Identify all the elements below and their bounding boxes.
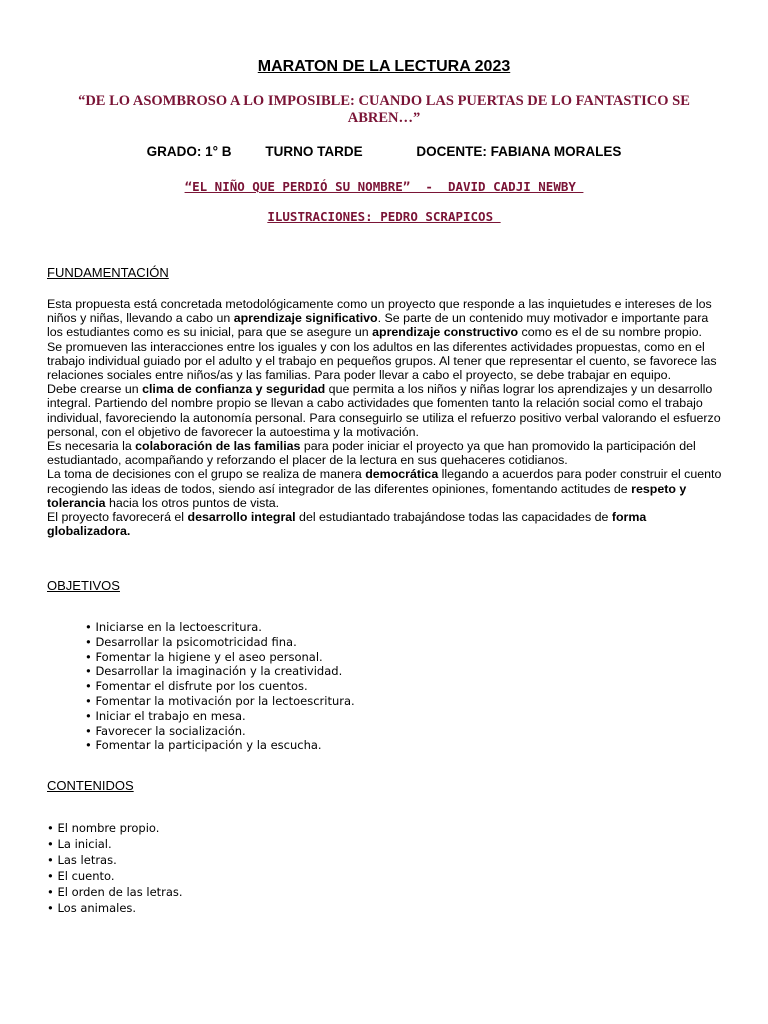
list-item: • Las letras. (47, 852, 183, 868)
book-line (0, 178, 768, 196)
list-item: • Fomentar la participación y la escucha. (85, 738, 355, 753)
list-item: • El nombre propio. (47, 820, 183, 836)
paragraph: Debe crearse un clima de confianza y seguridad que permita a los niños y niñas lograr los aprendizajes y un desarrollo integral. Partiendo del nombre propio se llevan a cabo actividades que fomenten tanto la relación social como el trabajo individual, favoreciendo la autonomía personal. Para conseguirlo se utiliza el refuerzo positivo verbal valorando el esfuerzo personal, con el objetivo de favorecer la autoestima y la motivación. (47, 382, 721, 439)
fundamentacion-heading: FUNDAMENTACIÓN (47, 265, 169, 280)
list-item: • Iniciar el trabajo en mesa. (85, 709, 355, 724)
book-title: “EL NIÑO QUE PERDIÓ SU NOMBRE” - DAVID CADJI NEWBY (184, 179, 584, 194)
document-subtitle: “DE LO ASOMBROSO A LO IMPOSIBLE: CUANDO LAS PUERTAS DE LO FANTASTICO SE ABREN…” (78, 93, 690, 126)
paragraph: La toma de decisiones con el grupo se realiza de manera democrática llegando a acuerdos para poder construir el cuento recogiendo las ideas de todos, siendo así integrador de las diferentes opiniones, fomentando actitudes de respeto y tolerancia hacia los otros puntos de vista. (47, 467, 722, 510)
paragraph: El proyecto favorecerá el desarrollo integral del estudiantado trabajándose todas las capacidades de forma globalizadora. (47, 510, 647, 539)
shift-label: TURNO TARDE (265, 144, 363, 159)
list-item: • Desarrollar la psicomotricidad fina. (85, 635, 355, 650)
list-item: • Fomentar la motivación por la lectoescritura. (85, 694, 355, 709)
objetivos-list (85, 620, 355, 753)
paragraph: Se promueven las interacciones entre los iguales y con los adultos en las diferentes actividades propuestas, como en el trabajo individual guiado por el adulto y el trabajo en pequeños grupos. Al tener que representar el cuento, se favorece las relaciones sociales entre niños/as y las familias. Para poder llevar a cabo el proyecto, se debe trabajar en equipo. (47, 339, 717, 383)
objetivos-heading: OBJETIVOS (47, 578, 120, 593)
list-item: • El orden de las letras. (47, 884, 183, 900)
list-item: • Los animales. (47, 900, 183, 916)
document-title: MARATON DE LA LECTURA 2023 (257, 58, 511, 75)
class-info-line (0, 144, 768, 159)
paragraph: Es necesaria la colaboración de las familias para poder iniciar el proyecto ya que han promovido la participación del estudiantado, acompañando y reforzando el placer de la lectura en sus quehaceres cotidianos. (47, 439, 696, 468)
list-item: • La inicial. (47, 836, 183, 852)
illustrations-line (0, 208, 768, 226)
paragraph: Esta propuesta está concretada metodológicamente como un proyecto que responde a las inquietudes e intereses de los niños y niñas, llevando a cabo un aprendizaje significativo. Se parte de un contenido muy motivador e importante para los estudiantes como es su inicial, para que se asegure un aprendizaje constructivo como es el de su nombre propio. (47, 297, 712, 340)
list-item: • Fomentar el disfrute por los cuentos. (85, 679, 355, 694)
list-item: • Fomentar la higiene y el aseo personal. (85, 650, 355, 665)
list-item: • Iniciarse en la lectoescritura. (85, 620, 355, 635)
list-item: • Favorecer la socialización. (85, 724, 355, 739)
grade-label: GRADO: 1° B (146, 144, 232, 159)
list-item: • Desarrollar la imaginación y la creatividad. (85, 664, 355, 679)
contenidos-list (47, 820, 183, 916)
contenidos-heading: CONTENIDOS (47, 778, 134, 793)
illustrations-credit: ILUSTRACIONES: PEDRO SCRAPICOS (267, 209, 501, 224)
teacher-label: DOCENTE: FABIANA MORALES (416, 144, 622, 159)
list-item: • El cuento. (47, 868, 183, 884)
fundamentacion-body (47, 297, 727, 538)
